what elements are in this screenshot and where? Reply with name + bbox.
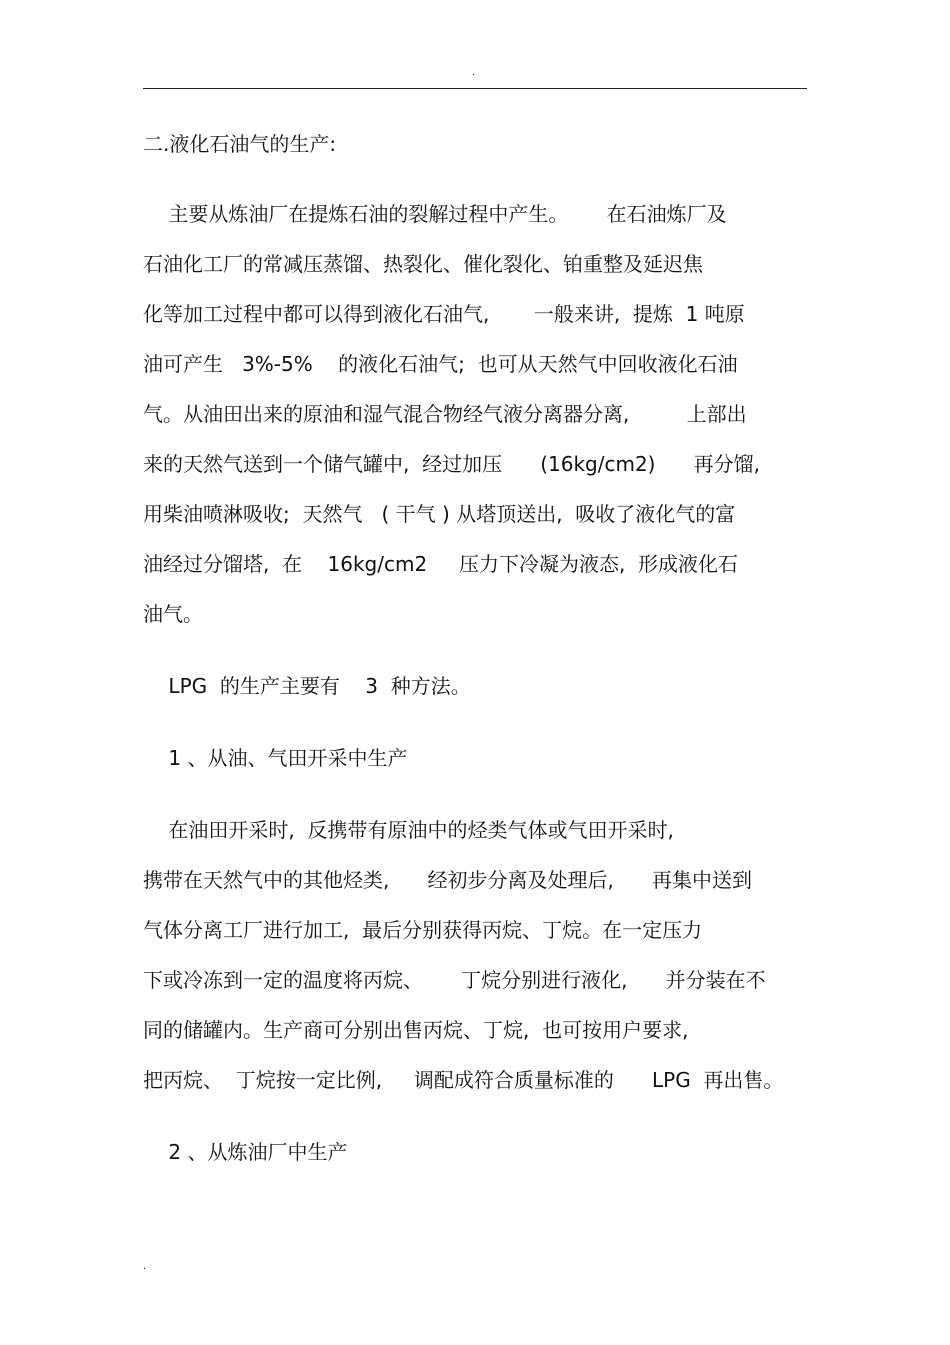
subsection-heading: 2 、从炼油厂中生产 <box>143 1140 348 1164</box>
paragraph-line: 携带在天然气中的其他烃类, 经初步分离及处理后, 再集中送到 <box>143 868 753 892</box>
paragraph-line: 主要从炼油厂在提炼石油的裂解过程中产生。 在石油炼厂及 <box>143 202 727 226</box>
paragraph-line: 油气。 <box>143 602 203 626</box>
paragraph-line: 用柴油喷淋吸收; 天然气 ( 干气 ) 从塔顶送出, 吸收了液化气的富 <box>143 502 736 526</box>
paragraph-line: 在油田开采时, 反携带有原油中的烃类气体或气田开采时, <box>143 818 674 842</box>
paragraph-line: 化等加工过程中都可以得到液化石油气, 一般来讲, 提炼 1 吨原 <box>143 302 745 326</box>
paragraph-line: 油经过分馏塔, 在 16kg/cm2 压力下冷凝为液态, 形成液化石 <box>143 552 739 576</box>
paragraph-line: 石油化工厂的常减压蒸馏、热裂化、催化裂化、铂重整及延迟焦 <box>143 252 703 276</box>
paragraph-line: LPG 的生产主要有 3 种方法。 <box>143 674 471 698</box>
paragraph-line: 下或冷冻到一定的温度将丙烷、 丁烷分别进行液化, 并分装在不 <box>143 968 766 992</box>
header-rule <box>143 88 807 89</box>
paragraph-line: 把丙烷、 丁烷按一定比例, 调配成符合质量标准的 LPG 再出售。 <box>143 1068 784 1092</box>
header-mark: . <box>472 67 476 78</box>
paragraph-line: 同的储罐内。生产商可分别出售丙烷、丁烷, 也可按用户要求, <box>143 1018 689 1042</box>
paragraph-line: 气体分离工厂进行加工, 最后分别获得丙烷、丁烷。在一定压力 <box>143 918 703 942</box>
paragraph-line: 来的天然气送到一个储气罐中, 经过加压 (16kg/cm2) 再分馏, <box>143 452 760 476</box>
paragraph-line: 油可产生 3%-5% 的液化石油气; 也可从天然气中回收液化石油 <box>143 352 738 376</box>
paragraph-line: 气。从油田出来的原油和湿气混合物经气液分离器分离, 上部出 <box>143 402 747 426</box>
footer-mark: . <box>143 1261 147 1272</box>
section-heading: 二.液化石油气的生产: <box>143 132 337 156</box>
subsection-heading: 1 、从油、气田开采中生产 <box>143 746 408 770</box>
